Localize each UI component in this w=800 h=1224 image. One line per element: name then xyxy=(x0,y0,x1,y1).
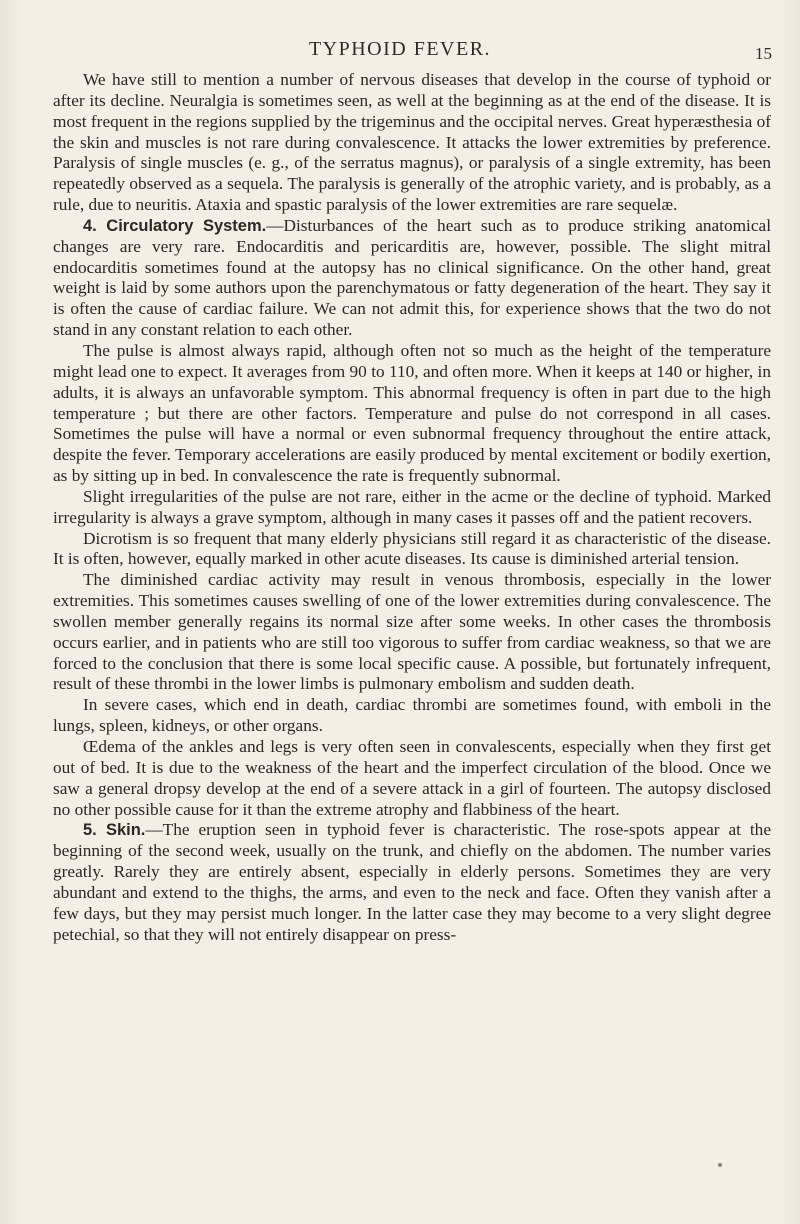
paragraph-text: In severe cases, which end in death, cardiac thrombi are sometimes found, with emboli in the lungs, spleen, kidneys, or other organs. xyxy=(53,695,771,736)
paragraph-text: Œdema of the ankles and legs is very often seen in convalescents, especially when they first get out of bed. It is due to the weakness of the heart and the imperfect circulation of the blood. Once we saw a general dropsy develop at the end of a severe attack in a girl of fourteen. The autopsy disclosed no other possible cause for it than the extreme atrophy and flabbiness of the heart. xyxy=(53,737,771,819)
paragraph-text: The pulse is almost always rapid, although often not so much as the height of the temperature might lead one to expect. It averages from 90 to 110, and often more. When it keeps at 140 or higher, in adults, it is always an unfavorable symptom. This abnormal frequency is often in part due to the high temperature ; but there are other factors. Temperature and pulse do not correspond in all cases. Sometimes the pulse will have a normal or even subnormal frequency throughout the entire attack, despite the fever. Temporary accelerations are easily produced by mental excitement or bodily exertion, as by sitting up in bed. In convalescence the rate is frequently subnormal. xyxy=(53,340,771,486)
paragraph-text: Dicrotism is so frequent that many elderly physicians still regard it as characteristic of the disease. It is often, however, equally marked in other acute diseases. Its cause is diminished arterial tension. xyxy=(53,528,771,569)
section-heading-skin: 5. Skin. xyxy=(83,821,146,840)
paragraph-nervous-diseases xyxy=(53,70,771,216)
running-title: TYPHOID FEVER. xyxy=(308,38,492,60)
paragraph-pulse xyxy=(53,341,771,487)
paragraph-cardiac-thrombi xyxy=(53,695,771,737)
paragraph-irregularities xyxy=(53,487,771,529)
paragraph-text: —Disturbances of the heart such as to produce striking anatomical changes are very rare. Endocarditis and pericarditis are, however, possible. The slight mitral endocarditis sometimes found at the autopsy has no clinical significance. On the other hand, great weight is laid by some authors upon the parenchymatous or fatty degeneration of the heart. They say it is often the cause of cardiac failure. We can not admit this, for experience shows that the two do not stand in any constant relation to each other. xyxy=(53,215,772,340)
paragraph-text: The diminished cardiac activity may result in venous thrombosis, especially in the lower extremities. This sometimes causes swelling of one of the lower extremities during convalescence. The swollen member generally regains its normal size after some weeks. In other cases the thrombosis occurs earlier, and in patients who are still too vigorous to suffer from cardiac weakness, so that we are forced to the conclusion that there is some local specific cause. A possible, but fortunately infrequent, result of these thrombi in the lower limbs is pulmonary embolism and sudden death. xyxy=(53,570,771,694)
body-text xyxy=(53,70,771,945)
paragraph-text: Slight irregularities of the pulse are not rare, either in the acme or the decline of typhoid. Marked irregularity is always a grave symptom, although in many cases it passes off and the patient recovers. xyxy=(53,486,771,527)
paragraph-circulatory-system xyxy=(53,216,771,341)
paragraph-skin xyxy=(53,820,771,945)
page-header xyxy=(0,38,800,66)
print-speck xyxy=(718,1163,722,1167)
page-number: 15 xyxy=(755,44,772,63)
section-heading-circulatory: 4. Circulatory System. xyxy=(83,216,267,235)
paragraph-text: We have still to mention a number of nervous diseases that develop in the course of typhoid or after its decline. Neuralgia is sometimes seen, as well at the beginning as at the end of the disease. It is most frequent in the regions supplied by the trigeminus and the occipital nerves. Great hyperæsthesia of the skin and muscles is not rare during convalescence. It attacks the lower extremities by preference. Paralysis of single muscles (e. g., of the serratus magnus), or paralysis of a single extremity, has been repeatedly observed as a sequela. The paralysis is generally of the atrophic variety, and is probably, as a rule, due to neuritis. Ataxia and spastic paralysis of the lower extremities are rare sequelæ. xyxy=(53,70,771,215)
paragraph-dicrotism xyxy=(53,529,771,571)
paragraph-thrombosis xyxy=(53,570,771,695)
paragraph-text: —The eruption seen in typhoid fever is characteristic. The rose-spots appear at the beginning of the second week, usually on the trunk, and chiefly on the abdomen. The number varies greatly. Rarely they are entirely absent, especially in elderly persons. Sometimes they are very abundant and extend to the thighs, the arms, and even to the neck and face. Often they vanish after a few days, but they may persist much longer. In the latter case they may become to a very slight degree petechial, so that they will not entirely disappear on press- xyxy=(53,820,771,944)
paragraph-oedema xyxy=(53,737,771,820)
